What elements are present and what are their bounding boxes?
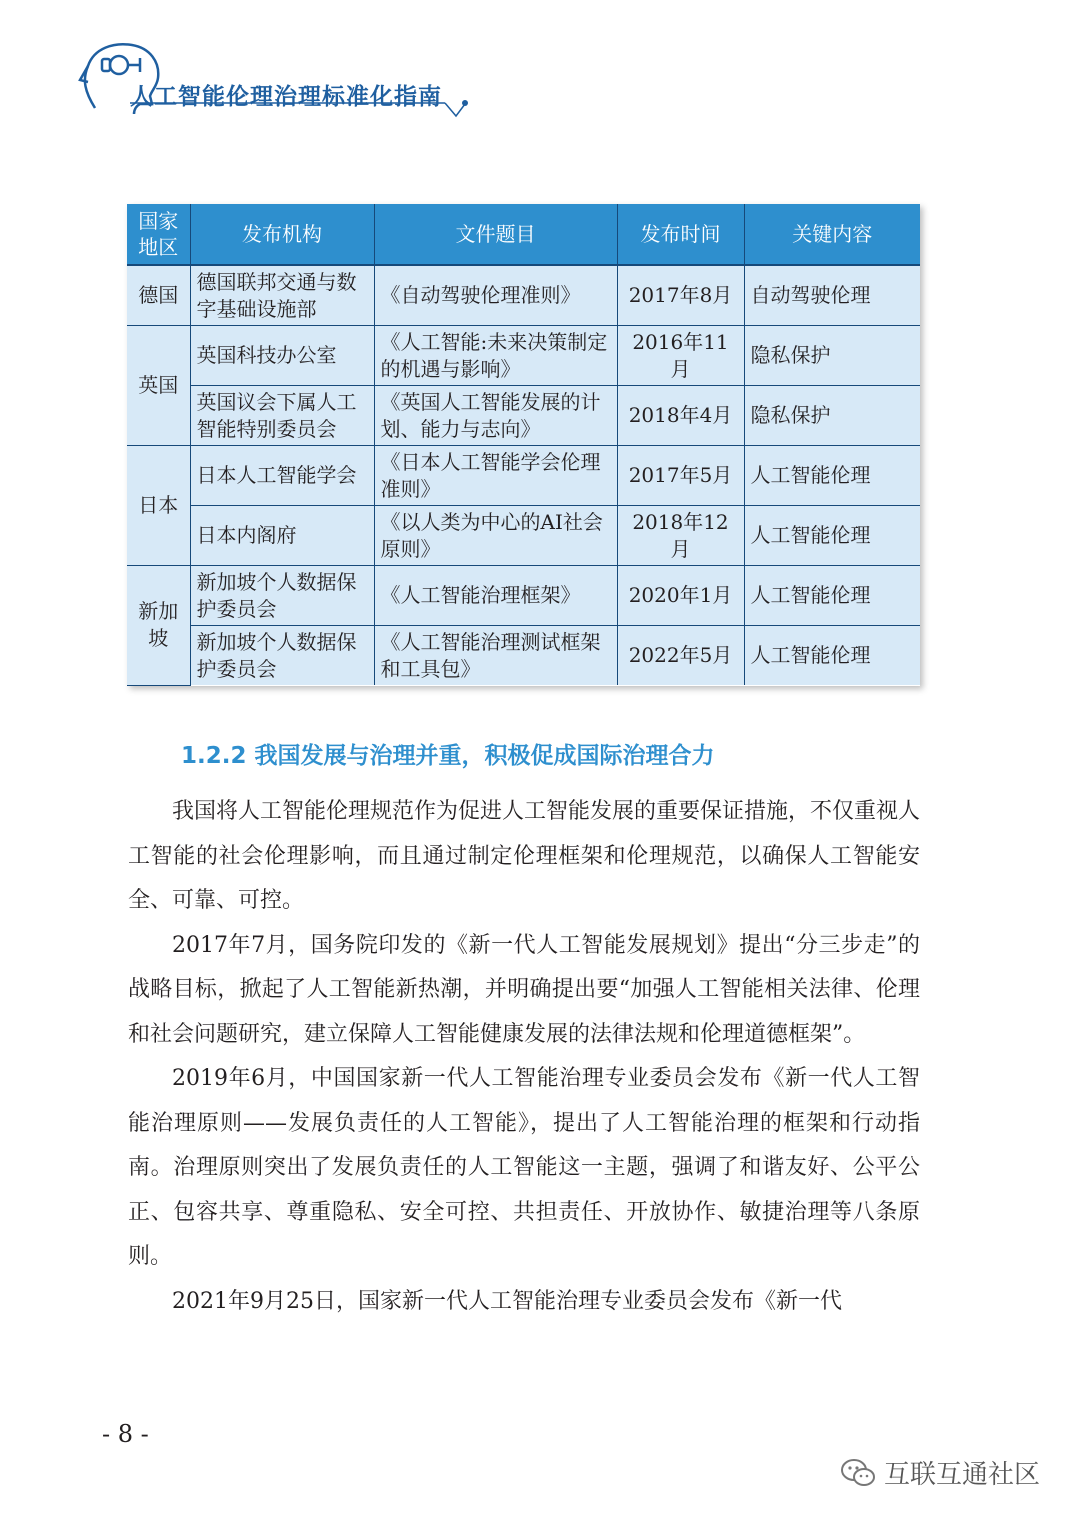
- date-cell: 2022年5月: [617, 626, 744, 686]
- paragraph: 2019年6月，中国国家新一代人工智能治理专业委员会发布《新一代人工智能治理原则——发展负责任的人工智能》，提出了人工智能治理的框架和行动指南。治理原则突出了发展负责任的人工智能这一主题，强调了和谐友好、公平公正、包容共享、尊重隐私、安全可控、共担责任、开放协作、敏捷治理等八条原则。: [128, 1066, 920, 1269]
- watermark: [840, 1454, 1040, 1491]
- table-row: [127, 566, 920, 626]
- key-cell: 隐私保护: [744, 326, 920, 386]
- table-row: [127, 326, 920, 386]
- region-cell: 德国: [127, 265, 190, 326]
- date-cell: 2017年5月: [617, 446, 744, 506]
- body-text: [128, 790, 920, 1324]
- header-title: 人工智能伦理治理标准化指南: [130, 84, 442, 110]
- region-cell: 日本: [127, 446, 190, 566]
- table-row: [127, 446, 920, 506]
- key-cell: 人工智能伦理: [744, 446, 920, 506]
- date-cell: 2020年1月: [617, 566, 744, 626]
- paragraph: 我国将人工智能伦理规范作为促进人工智能发展的重要保证措施，不仅重视人工智能的社会伦理影响，而且通过制定伦理框架和伦理规范，以确保人工智能安全、可靠、可控。: [128, 799, 921, 913]
- org-cell: 日本人工智能学会: [190, 446, 374, 506]
- title-cell: 《人工智能治理测试框架和工具包》: [374, 626, 617, 686]
- region-cell: 英国: [127, 326, 190, 446]
- column-header: 发布时间: [617, 204, 744, 265]
- key-cell: 自动驾驶伦理: [744, 265, 920, 326]
- title-cell: 《英国人工智能发展的计划、能力与志向》: [374, 386, 617, 446]
- section-heading: 1.2.2 我国发展与治理并重，积极促成国际治理合力: [181, 743, 715, 769]
- org-cell: 日本内阁府: [190, 506, 374, 566]
- date-cell: 2018年4月: [617, 386, 744, 446]
- org-cell: 英国议会下属人工智能特别委员会: [190, 386, 374, 446]
- page-number: - 8 -: [102, 1420, 149, 1448]
- header-underline-dot: [462, 100, 468, 106]
- paragraph: 2017年7月，国务院印发的《新一代人工智能发展规划》提出“分三步走”的战略目标，掀起了人工智能新热潮，并明确提出要“加强人工智能相关法律、伦理和社会问题研究，建立保障人工智能健康发展的法律法规和伦理道德框架”。: [128, 932, 920, 1047]
- table-row: [127, 626, 920, 686]
- column-header: 关键内容: [744, 204, 920, 265]
- key-cell: 人工智能伦理: [744, 566, 920, 626]
- title-cell: 《以人类为中心的AI社会原则》: [374, 506, 617, 566]
- title-cell: 《日本人工智能学会伦理准则》: [374, 446, 617, 506]
- date-cell: 2016年11月: [617, 326, 744, 386]
- watermark-text: 互联互通社区: [884, 1460, 1041, 1490]
- org-cell: 德国联邦交通与数字基础设施部: [190, 265, 374, 326]
- paragraph: 2021年9月25日，国家新一代人工智能治理专业委员会发布《新一代: [172, 1288, 842, 1314]
- title-cell: 《自动驾驶伦理准则》: [374, 265, 617, 326]
- table-row: [127, 386, 920, 446]
- key-cell: 人工智能伦理: [744, 626, 920, 686]
- org-cell: 新加坡个人数据保护委员会: [190, 566, 374, 626]
- key-cell: 隐私保护: [744, 386, 920, 446]
- region-cell: 新加坡: [127, 566, 190, 686]
- page-header: [0, 0, 1080, 130]
- header-underline-tail: [445, 103, 465, 116]
- title-cell: 《人工智能治理框架》: [374, 566, 617, 626]
- date-cell: 2017年8月: [617, 265, 744, 326]
- column-header: 文件题目: [374, 204, 617, 265]
- column-header: 发布机构: [190, 204, 374, 265]
- org-cell: 英国科技办公室: [190, 326, 374, 386]
- table-row: [127, 506, 920, 566]
- ethics-guidelines-table: [127, 204, 920, 686]
- org-cell: 新加坡个人数据保护委员会: [190, 626, 374, 686]
- key-cell: 人工智能伦理: [744, 506, 920, 566]
- title-cell: 《人工智能:未来决策制定的机遇与影响》: [374, 326, 617, 386]
- table-header-row: [127, 204, 920, 265]
- wechat-icon: [840, 1457, 876, 1489]
- date-cell: 2018年12月: [617, 506, 744, 566]
- column-header: 国家地区: [127, 204, 190, 265]
- table-row: [127, 265, 920, 326]
